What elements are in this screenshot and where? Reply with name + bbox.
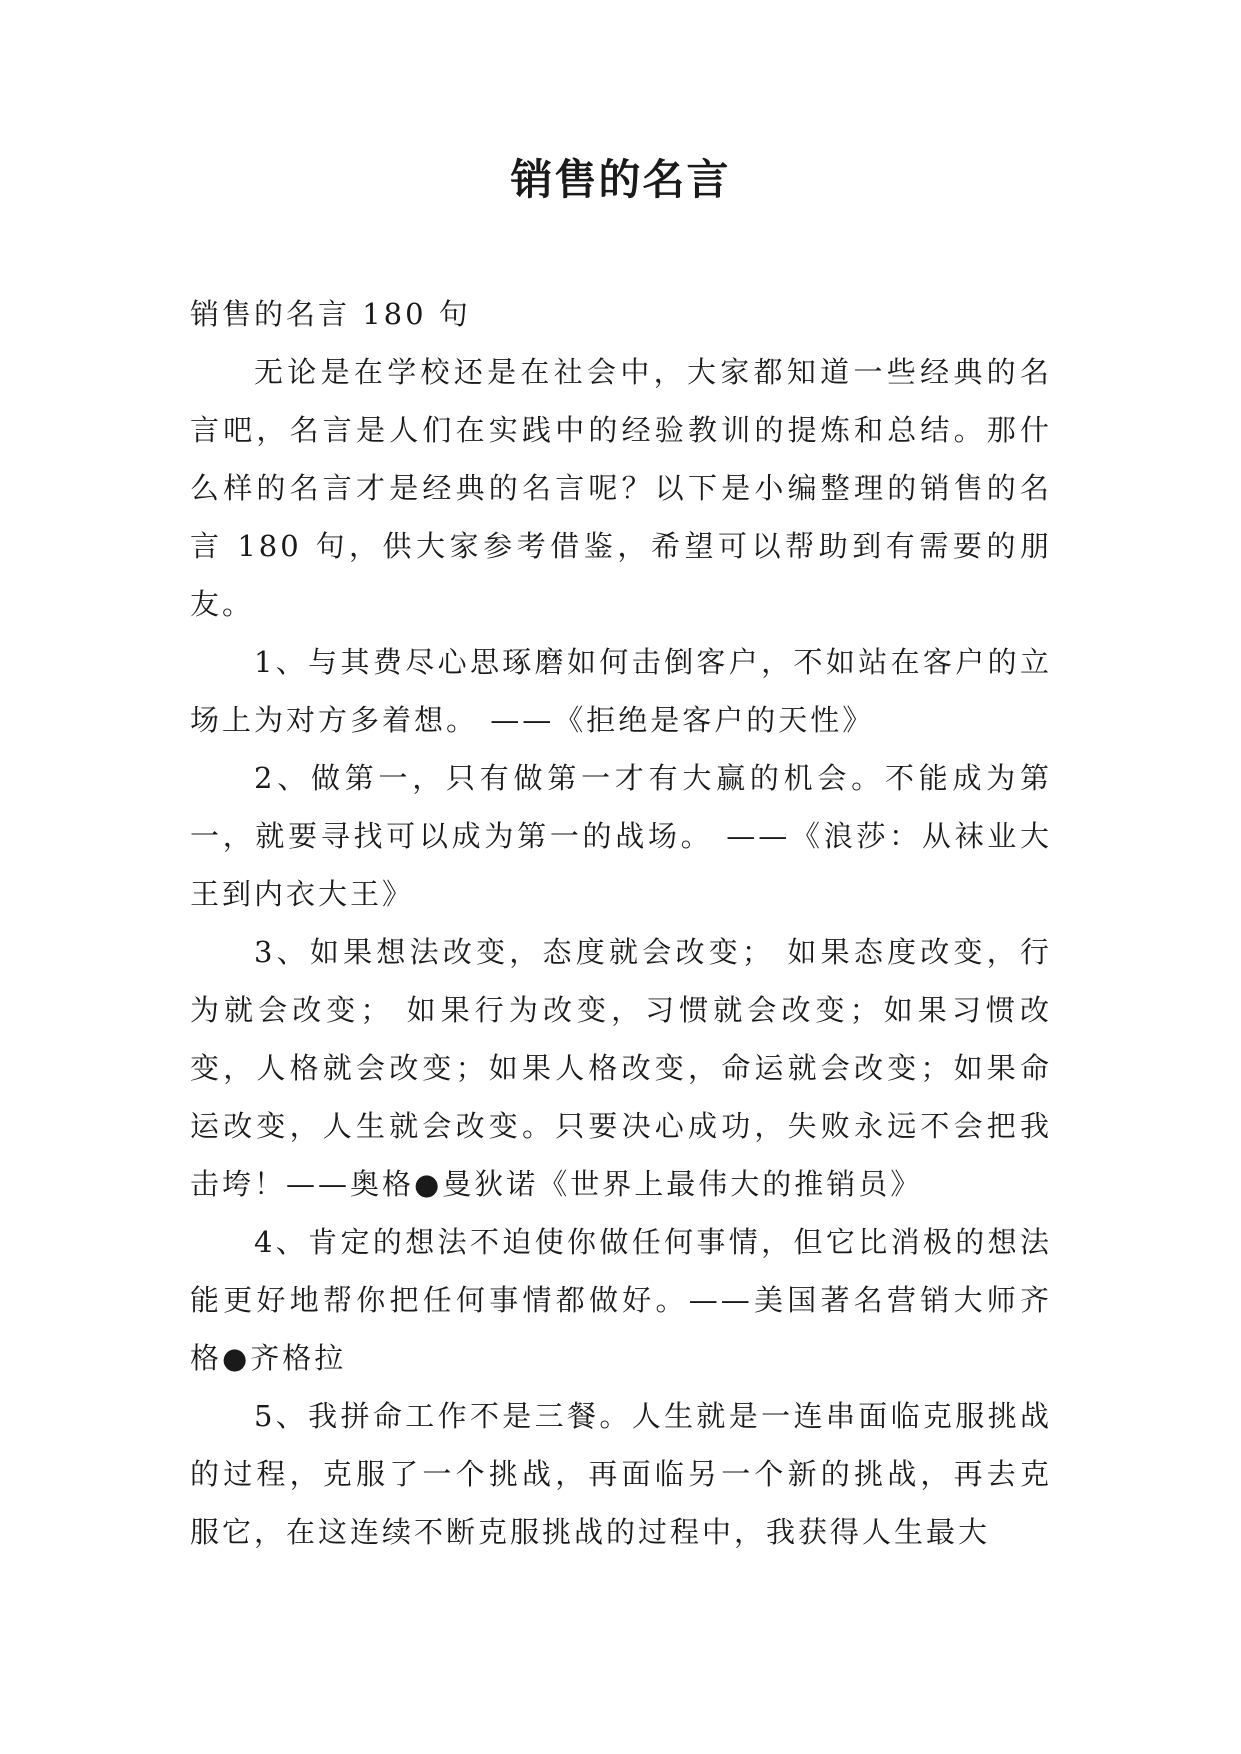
document-subtitle: 销售的名言 180 句 [190, 297, 471, 331]
document-body [190, 285, 1052, 1561]
quote-paragraph-5: 5、我拼命工作不是三餐。人生就是一连串面临克服挑战的过程，克服了一个挑战，再面临另一个新的挑战，再去克服它，在这连续不断克服挑战的过程中，我获得人生最大 [190, 1399, 1052, 1549]
quote-paragraph-1: 1、与其费尽心思琢磨如何击倒客户，不如站在客户的立场上为对方多着想。 ——《拒绝是客户的天性》 [190, 645, 1052, 737]
quote-paragraph-3: 3、如果想法改变，态度就会改变； 如果态度改变，行为就会改变； 如果行为改变，习惯就会改变；如果习惯改变，人格就会改变；如果人格改变，命运就会改变；如果命运改变，人生就会改变。只要决心成功，失败永远不会把我击垮！——奥格●曼狄诺《世界上最伟大的推销员》 [190, 935, 1052, 1201]
intro-paragraph: 无论是在学校还是在社会中，大家都知道一些经典的名言吧，名言是人们在实践中的经验教训的提炼和总结。那什么样的名言才是经典的名言呢？以下是小编整理的销售的名言 180 句，供大家参考借鉴，希望可以帮助到有需要的朋友。 [190, 355, 1052, 621]
document-title: 销售的名言 [510, 155, 731, 204]
quote-paragraph-4: 4、肯定的想法不迫使你做任何事情，但它比消极的想法能更好地帮你把任何事情都做好。——美国著名营销大师齐格●齐格拉 [190, 1225, 1052, 1375]
quote-paragraph-2: 2、做第一，只有做第一才有大赢的机会。不能成为第一，就要寻找可以成为第一的战场。 ——《浪莎：从袜业大王到内衣大王》 [190, 761, 1052, 911]
